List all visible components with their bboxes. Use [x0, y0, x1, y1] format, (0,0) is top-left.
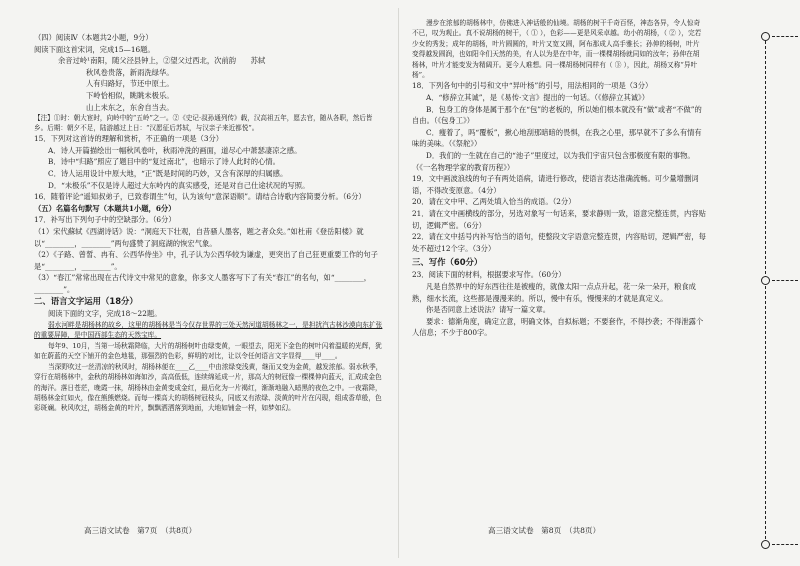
question-17-item-1: （1）宋代蘇轼《西湖诗话》说：“洞庭天下壮观，自昔骚人墨客，题之者众矣。”如杜甫《登岳阳楼》就以“________，________”两句盛赞了洞庭湖的恢宏气象。 [34, 226, 364, 248]
poem-note: 【注】①时：朝大宦时，向岭中的“五岭”之一。②《史记·叔孙通列传》载，汉高祖五年，愿去官，随从各职，然后皆乡。后期：朝夕不足，陆游越过上日：“汉愿征后苏轼，与汉亲子来近都悦”。 [34, 114, 373, 133]
question-15-option-d: D．“未极乐”不仅是诗人超过大东岭内的真实感受，还是对自己仕途状况的写照。 [48, 180, 310, 190]
question-20: 20．请在文中甲、乙两处填入恰当的成语。（2分） [412, 197, 576, 207]
binding-hole-circle [761, 32, 770, 41]
poem-line: 秋风卷贵落，新雨洗绿华。 [86, 67, 174, 77]
section-famous-lines: （五）名篇名句默写（本题共1小题，6分） [34, 203, 176, 213]
question-18-option-b: B．包身工的身体是属于那个在“包”的老板的，所以她们根本就没有“做”或者“不做”的自由。（《包身工》） [412, 104, 702, 126]
passage-paragraph-2: 每年9、10月，当第一场秋霜降临，大片的胡杨树叶由绿变黄，一眼望去，阳光下金色的树叶闪着温暖的光辉，犹如在蔚蓝的天空下铺开的金色地毯，那强烈的色彩，鲜明的对比，让以令任何语言文字显得____甲____。 [34, 341, 382, 361]
writing-prompt-requirements: 要求：德渐角度，确定立意，明确文体，自拟标题；不要套作，不得抄袭；不得泄露个人信息；不少于800字。 [412, 316, 704, 338]
question-18-option-d: D．我们的一生就在自己的“池子”里度过，以为我们宇宙只包含那极度有限的事物。（《一名物理学家的教育历程》） [412, 151, 695, 172]
binding-dash-mark [772, 544, 798, 545]
question-15-option-b: B．诗中“归路”照应了题目中的“复过南北”，也暗示了诗人此时的心情。 [48, 157, 280, 167]
binding-margin [720, 0, 800, 566]
binding-hole-circle [761, 276, 770, 285]
right-page [396, 0, 720, 566]
binding-hole-circle [761, 540, 770, 549]
question-19: 19．文中画波浪线的句子有两处语病，请进行修改，使语言表达准确流畅。可少量增删词语，不得改变原意。（4分） [412, 174, 699, 195]
question-17-item-2: （2）《子路、曾皙、冉有、公西华侍坐》中，孔子认为公西华较为谦虚，更突出了自己狂更重要工作的句子是“________，________”。 [34, 250, 378, 271]
binding-dash-mark [772, 280, 798, 281]
question-18: 18．下列各句中的引号和文中“异叶杨”的引号，用法相同的一项是（3分） [412, 81, 653, 91]
reading-5-intro: 阅读下面的文字，完成18～22题。 [48, 309, 162, 319]
question-18-option-a: A．“修辞立其诚”，是《易传·文言》提出的一句话。（《修辞立其诚》） [426, 93, 650, 103]
question-23: 23．阅读下面的材料，根据要求写作。（60分） [412, 270, 566, 280]
left-page-footer: 高三语文试卷 第7页 （共8页） [84, 526, 197, 535]
section-reading-4: （四）阅读Ⅳ（本题共2小题，9分） [34, 33, 153, 42]
right-page-footer: 高三语文试卷 第8页 （共8页） [488, 526, 601, 535]
question-15: 15．下列对这首诗的理解和赏析，不正确的一项是（3分） [34, 134, 224, 144]
poem-line: 人有归路好，节还中原土。 [86, 79, 174, 89]
poem-line: 下岭恰相似，眺眺未极乐。 [86, 90, 174, 100]
question-15-option-a: A．诗人开篇描绘出一幅秋风卷叶，秋雨冲洗的画面，道尽心中萧瑟凄凉之感。 [48, 145, 302, 155]
passage-paragraph-3: 当深野吹过一丝清凉的秋风时，胡杨林便在____乙____中由浓绿变浅黄，继而又变为金黄，越发浓郁。弱水秋季，穿行在胡杨林中，金秋的胡杨林如海如沙，高高低低，连续绵延成一片，那高大的树冠像一棵棵伸向蓝天，汇成成金色的海洋。落日苍茫，晚霞一抹，胡杨林由金黄变成金红，最后化为一片褐红，渐渐地融入暗黑的夜色之中。一夜霜降，胡杨林金红如火，像在熊熊燃烧。而每一棵高大的胡杨树冠枝头，同底又有浓绿、淡黄的叶片在闪现，组成香草般，色彩斑斓。秋风吹过，胡杨金黄的叶片，飘飘洒洒落到地面，大地如铺金一样，如梦如幻。 [34, 362, 383, 413]
section-2-heading: 二、语言文字运用（18分） [34, 296, 138, 307]
poem-line: 山上未东之，东舍自当去。 [86, 102, 174, 112]
passage-paragraph-continued: 漫步在浓郁的胡杨林中，仿佛进入神话般的仙境。胡杨的树干千奇百怪，神态各异，令人惊奇不已，叹为观止。真不说胡杨的树干，（ ① ），色彩——更是风采卓越。幼小的胡杨，（ ② ），完若少女的秀发；成年的胡杨，叶片圆圆的，叶片又宽又圆，阿布那成人高手雅长；孙伸的杨树，叶片变得越发圆润，也如阳伞们天然的美，有人以为是在中年，而一棵棵胡杨就同如的汝年；孙伸在胡杨林，叶片才能变发为精阔开。更今人难想。同一棵胡杨树同样有（ ③ ），因此，胡杨又称“异叶杨”。 [412, 19, 702, 80]
section-3-heading: 三、写作（60分） [412, 257, 483, 268]
poem-title: 余音过岭¹南阳，随父泾县钟上，②望父过西北，次前韵 苏轼 [58, 56, 266, 66]
question-15-option-c: C．诗人运用设计中原大地，“正”既是时间的巧妙，又含有深厚的归属感。 [48, 168, 288, 178]
passage-paragraph-1: 弱水河畔是胡杨林的故乡，这里的胡杨林是当今仅存世界的三处天然河道胡杨林之一，是担扰汽古林沙漠向东扩张的重要屏障，是中国西部生态的天然宝库。 [34, 321, 383, 340]
writing-prompt-material: 凡是自然界中的好东西往往是被瘦的，就像太阳一点点升起，花一朵一朵开，粮食成熟，细水长流，这些都是漫漫来的。所以，慢中有乐，慢慢来的才就是真定义。 [412, 281, 696, 303]
writing-prompt-question: 你是否同意上述说法？请写一篇文章。 [426, 305, 551, 315]
left-page [0, 0, 392, 566]
question-17-item-3: （3）“春江”常常出现在古代诗文中常见的意象，你多文人墨客写下了有关“春江”的名句，如“________，________”。 [34, 273, 372, 294]
reading-intro: 阅读下面这首宋词，完成15—16题。 [34, 44, 155, 54]
question-21: 21．请在文中画横线的部分，另选对象写一句话来，要求静则一致，语意完整连贯，内容贴切，逻辑严密。（6分） [412, 208, 706, 230]
question-18-option-c: C．瘦着了，吗“覆板”，揪心地刮那暗暗的畏惧，在我之心里，那早就不了多么有情有味的美味。（《祭舵》） [412, 127, 702, 149]
binding-dashed-line [765, 36, 766, 544]
question-22: 22．请在文中括号内补写恰当的语句，使整段文字语意完整连贯，内容贴切，逻辑严密，每处不超过12个字。（3分） [412, 232, 706, 253]
binding-dash-mark [772, 36, 798, 37]
question-16: 16．随着评论“遥知叔弟子，已致春谓生”句，认为该句“意深语顺”。请结合诗歌内容简要分析。（6分） [34, 192, 366, 202]
question-17: 17．补写出下列句子中的空缺部分。（6分） [34, 215, 176, 225]
